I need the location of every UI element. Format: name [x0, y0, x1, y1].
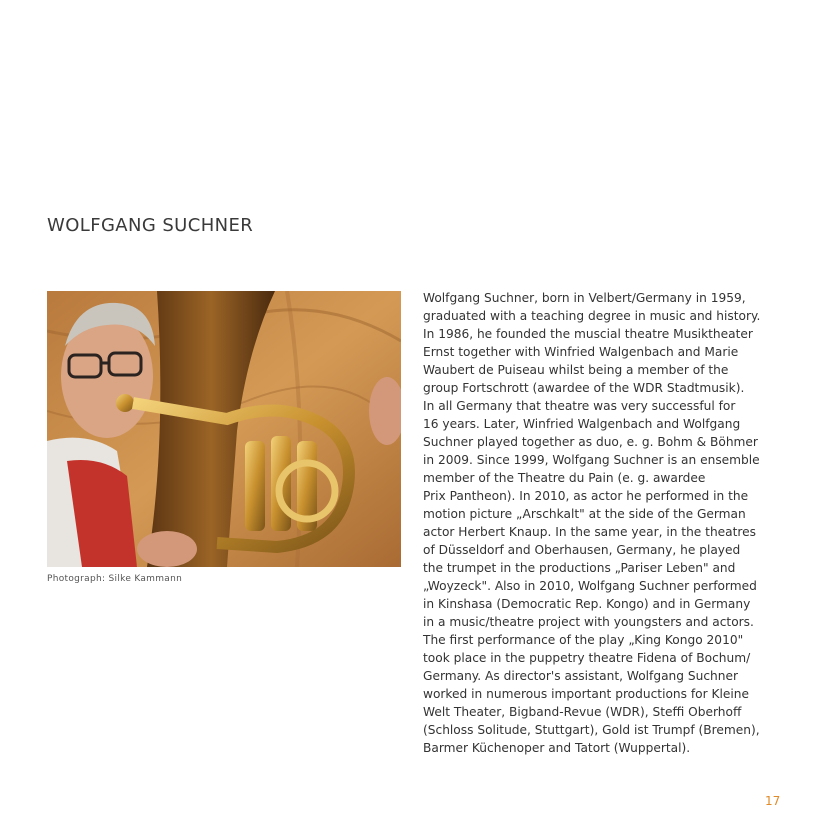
- body-line: „Woyzeck". Also in 2010, Wolfgang Suchner performed: [423, 579, 757, 593]
- body-line: of Düsseldorf and Oberhausen, Germany, he played: [423, 543, 741, 557]
- page-number: 17: [765, 794, 781, 808]
- body-line: 16 years. Later, Winfried Walgenbach and Wolfgang: [423, 417, 741, 431]
- body-line: the trumpet in the productions „Pariser Leben" and: [423, 561, 736, 575]
- page-title: WOLFGANG SUCHNER: [47, 215, 254, 237]
- body-line: In 1986, he founded the muscial theatre Musiktheater: [423, 327, 753, 341]
- body-line: Welt Theater, Bigband-Revue (WDR), Steffi Oberhoff: [423, 705, 742, 719]
- body-line: Suchner played together as duo, e. g. Bohm & Böhmer: [423, 435, 758, 449]
- body-line: motion picture „Arschkalt" at the side of the German: [423, 507, 746, 521]
- body-line: graduated with a teaching degree in music and history.: [423, 309, 761, 323]
- body-line: The first performance of the play „King Kongo 2010": [423, 633, 744, 647]
- body-line: in 2009. Since 1999, Wolfgang Suchner is an ensemble: [423, 453, 760, 467]
- photo-caption: Photograph: Silke Kammann: [47, 574, 183, 584]
- body-line: Ernst together with Winfried Walgenbach and Marie: [423, 345, 739, 359]
- musician-illustration: [47, 291, 401, 567]
- body-line: actor Herbert Knaup. In the same year, in the theatres: [423, 525, 757, 539]
- body-line: In all Germany that theatre was very successful for: [423, 399, 736, 413]
- biography-text: [423, 289, 773, 757]
- body-line: (Schloss Solitude, Stuttgart), Gold ist Trumpf (Bremen),: [423, 723, 760, 737]
- body-line: Prix Pantheon). In 2010, as actor he performed in the: [423, 489, 749, 503]
- body-line: took place in the puppetry theatre Fidena of Bochum/: [423, 651, 751, 665]
- body-line: Waubert de Puiseau whilst being a member of the: [423, 363, 729, 377]
- body-line: member of the Theatre du Pain (e. g. awardee: [423, 471, 706, 485]
- body-line: in Kinshasa (Democratic Rep. Kongo) and in Germany: [423, 597, 751, 611]
- body-line: worked in numerous important productions for Kleine: [423, 687, 749, 701]
- body-line: Barmer Küchenoper and Tatort (Wuppertal).: [423, 741, 691, 755]
- body-line: group Fortschrott (awardee of the WDR Stadtmusik).: [423, 381, 745, 395]
- body-line: in a music/theatre project with youngsters and actors.: [423, 615, 754, 629]
- musician-photo: [47, 291, 401, 567]
- body-line: Germany. As director's assistant, Wolfgang Suchner: [423, 669, 738, 683]
- body-line: Wolfgang Suchner, born in Velbert/Germany in 1959,: [423, 291, 746, 305]
